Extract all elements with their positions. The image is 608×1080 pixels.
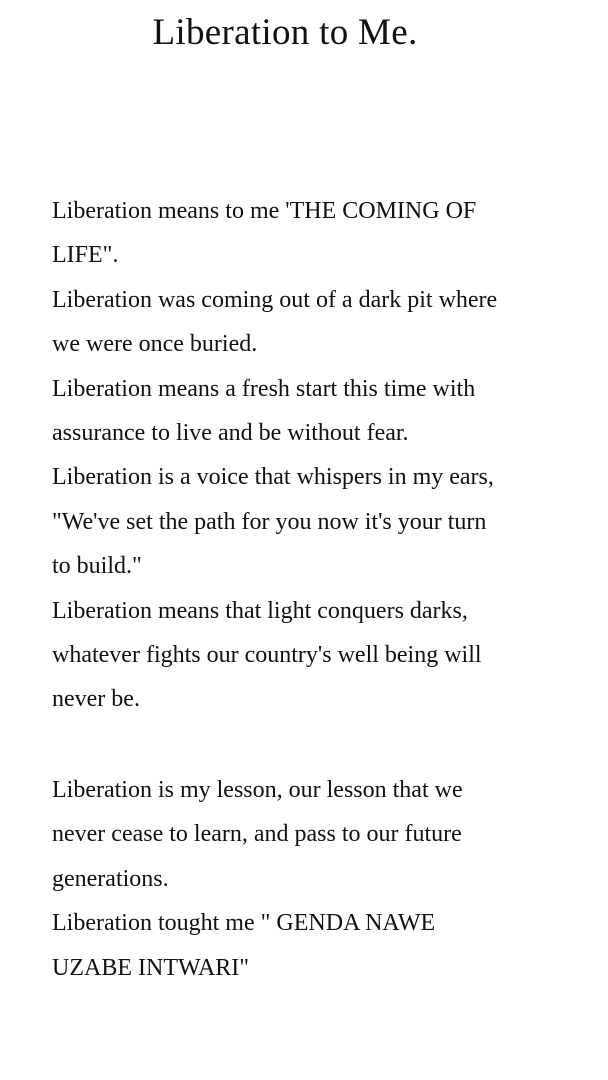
poem-line: whatever fights our country's well being will [52, 642, 482, 669]
poem-line: Liberation means a fresh start this time with [52, 375, 476, 402]
poem-line: Liberation is my lesson, our lesson that we [52, 777, 463, 803]
stanza-2 [52, 768, 572, 990]
poem-line: Liberation was coming out of a dark pit where [52, 286, 498, 313]
poem-line: to build." [52, 553, 142, 580]
poem-line: UZABE INTWARI" [52, 954, 250, 981]
poem-line: never be. [52, 686, 140, 713]
poem-line: we were once buried. [52, 331, 258, 358]
poem-line: Liberation means that light conquers darks, [52, 597, 468, 624]
poem-line: LIFE". [52, 242, 119, 269]
poem-line: assurance to live and be without fear. [52, 420, 409, 447]
poem-line: Liberation means to me 'THE COMING OF [52, 198, 477, 224]
poem-line: "We've set the path for you now it's your turn [52, 508, 487, 535]
poem-line: never cease to learn, and pass to our future [52, 821, 462, 848]
stanza-1 [52, 189, 572, 722]
poem-title: Liberation to Me. [152, 12, 418, 53]
poem-line: Liberation tought me " GENDA NAWE [52, 910, 436, 937]
poem-line: generations. [52, 865, 169, 892]
poem-line: Liberation is a voice that whispers in my ears, [52, 464, 494, 491]
